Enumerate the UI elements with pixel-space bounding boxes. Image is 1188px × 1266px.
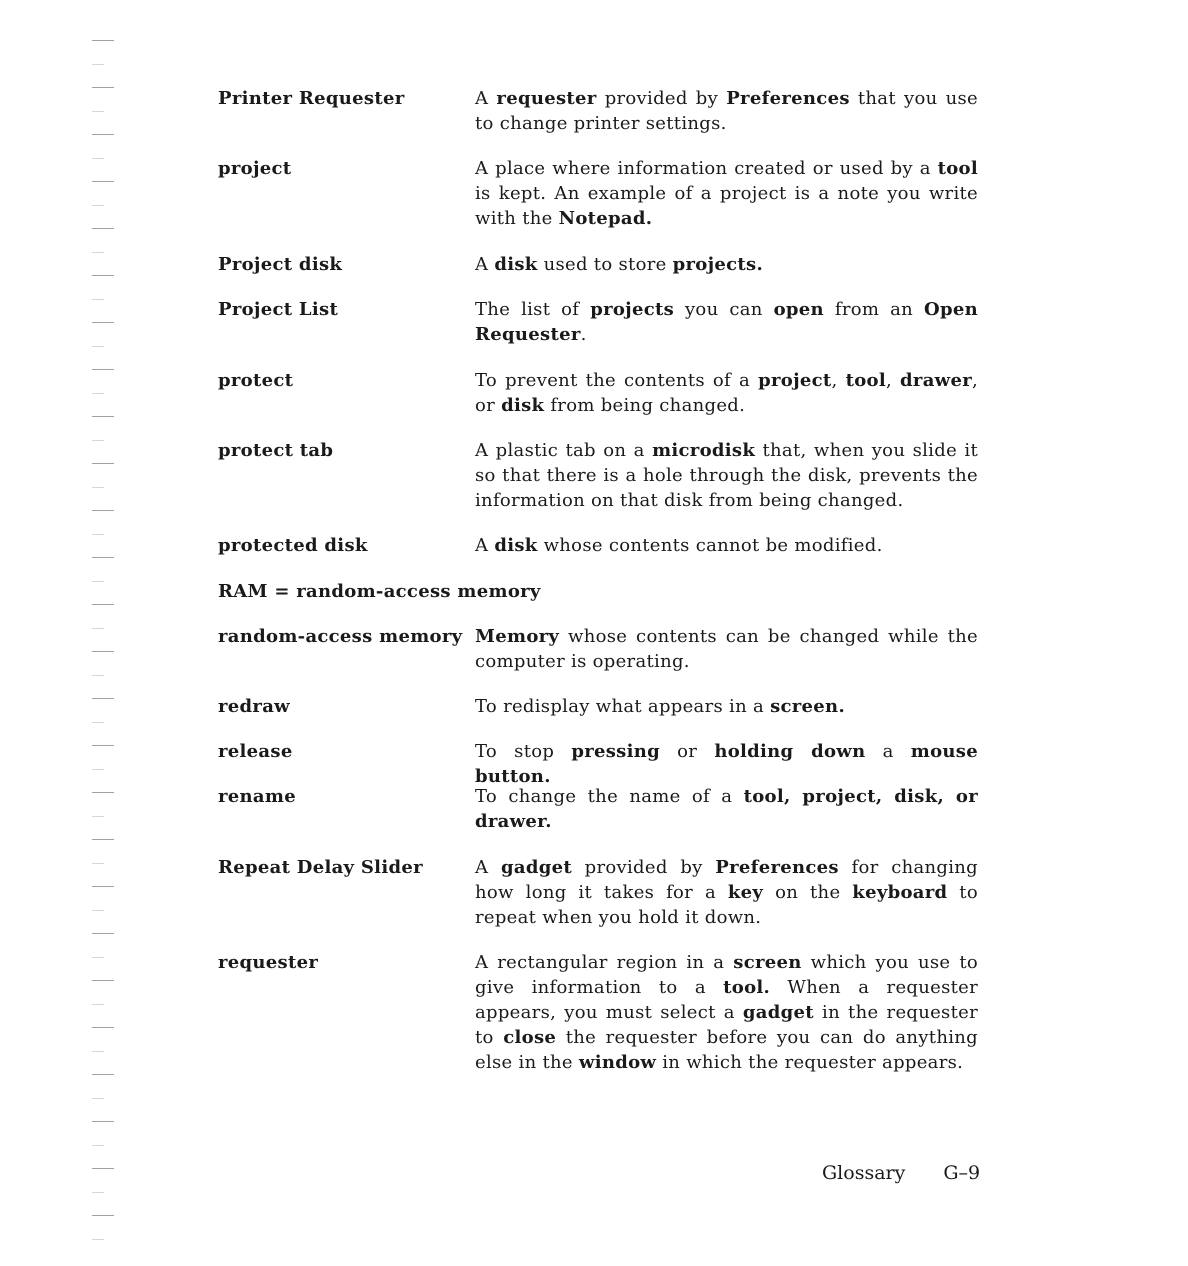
margin-mark bbox=[92, 557, 114, 558]
glossary-crossref: key bbox=[727, 882, 764, 903]
definition-text: , or bbox=[475, 370, 979, 416]
glossary-term: random-access memory bbox=[218, 626, 463, 647]
margin-mark bbox=[92, 534, 104, 535]
margin-mark bbox=[92, 1215, 114, 1216]
margin-mark bbox=[92, 40, 114, 41]
margin-binding-marks bbox=[88, 30, 118, 1260]
margin-mark bbox=[92, 1192, 104, 1193]
margin-mark bbox=[92, 228, 114, 229]
glossary-term: project bbox=[218, 158, 292, 179]
glossary-definition bbox=[475, 297, 978, 347]
definition-text: whose contents can be changed while the computer is operating. bbox=[475, 626, 978, 672]
glossary-definition bbox=[475, 533, 978, 558]
definition-text: A bbox=[475, 254, 495, 275]
definition-text: for changing how long it takes for a bbox=[475, 857, 978, 903]
glossary-term: Project List bbox=[218, 299, 339, 320]
margin-mark bbox=[92, 299, 104, 300]
margin-mark bbox=[92, 651, 114, 652]
definition-text: to repeat when you hold it down. bbox=[475, 882, 978, 928]
definition-text: A bbox=[475, 535, 495, 556]
glossary-crossref: Preferences bbox=[715, 857, 839, 878]
margin-mark bbox=[92, 487, 104, 488]
definition-text: A place where information created or used by a bbox=[475, 158, 938, 179]
definition-text: , bbox=[831, 370, 846, 391]
glossary-definition bbox=[475, 855, 978, 930]
glossary-crossref: Notepad. bbox=[558, 208, 653, 229]
glossary-crossref: Memory bbox=[475, 626, 560, 647]
definition-text: When a requester appears, you must select a bbox=[475, 977, 978, 1023]
definition-text: , bbox=[885, 370, 901, 391]
glossary-crossref: tool, project, disk, or drawer. bbox=[475, 786, 979, 832]
footer-section-title: Glossary bbox=[822, 1162, 906, 1184]
margin-mark bbox=[92, 1168, 114, 1169]
glossary-crossref: keyboard bbox=[852, 882, 948, 903]
margin-mark bbox=[92, 440, 104, 441]
page-number: G–9 bbox=[943, 1162, 981, 1184]
definition-text: provided by bbox=[596, 88, 727, 109]
margin-mark bbox=[92, 1121, 114, 1122]
glossary-crossref: pressing bbox=[571, 741, 661, 762]
glossary-crossref: projects. bbox=[672, 254, 764, 275]
definition-text: the requester before you can do anything else in the bbox=[475, 1027, 978, 1073]
glossary-crossref: projects bbox=[590, 299, 675, 320]
definition-text: used to store bbox=[537, 254, 673, 275]
margin-mark bbox=[92, 275, 114, 276]
glossary-term: RAM = random-access memory bbox=[218, 581, 541, 602]
definition-text: whose contents cannot be modified. bbox=[537, 535, 883, 556]
margin-mark bbox=[92, 369, 114, 370]
glossary-term: redraw bbox=[218, 696, 290, 717]
margin-mark bbox=[92, 87, 114, 88]
glossary-crossref: window bbox=[578, 1052, 657, 1073]
glossary-term: release bbox=[218, 741, 293, 762]
margin-mark bbox=[92, 722, 104, 723]
glossary-definition bbox=[475, 252, 978, 277]
glossary-crossref: disk bbox=[501, 395, 545, 416]
margin-mark bbox=[92, 1145, 104, 1146]
margin-mark bbox=[92, 957, 104, 958]
glossary-crossref: Preferences bbox=[726, 88, 850, 109]
glossary-crossref: disk bbox=[494, 535, 538, 556]
glossary-crossref: mouse button. bbox=[475, 741, 978, 787]
margin-mark bbox=[92, 581, 104, 582]
margin-mark bbox=[92, 322, 114, 323]
glossary-term: protect tab bbox=[218, 440, 334, 461]
margin-mark bbox=[92, 1239, 104, 1240]
glossary-crossref: holding down bbox=[714, 741, 866, 762]
definition-text: from an bbox=[823, 299, 924, 320]
margin-mark bbox=[92, 628, 104, 629]
margin-mark bbox=[92, 816, 104, 817]
glossary-crossref: gadget bbox=[742, 1002, 814, 1023]
definition-text: from being changed. bbox=[544, 395, 746, 416]
definition-text: a bbox=[865, 741, 911, 762]
glossary-term: protect bbox=[218, 370, 294, 391]
margin-mark bbox=[92, 1051, 104, 1052]
glossary-term: protected disk bbox=[218, 535, 368, 556]
glossary-definition bbox=[475, 624, 978, 674]
definition-text: . bbox=[580, 324, 587, 345]
margin-mark bbox=[92, 863, 104, 864]
glossary-term: requester bbox=[218, 952, 319, 973]
margin-mark bbox=[92, 111, 104, 112]
margin-mark bbox=[92, 134, 114, 135]
glossary-crossref: open bbox=[773, 299, 824, 320]
margin-mark bbox=[92, 252, 104, 253]
margin-mark bbox=[92, 463, 114, 464]
margin-mark bbox=[92, 1074, 114, 1075]
glossary-crossref: requester bbox=[496, 88, 597, 109]
margin-mark bbox=[92, 510, 114, 511]
glossary-term: Repeat Delay Slider bbox=[218, 857, 423, 878]
glossary-crossref: disk bbox=[494, 254, 538, 275]
glossary-crossref: microdisk bbox=[652, 440, 756, 461]
page-footer bbox=[822, 1160, 980, 1186]
definition-text: A plastic tab on a bbox=[475, 440, 653, 461]
glossary-crossref: tool. bbox=[723, 977, 771, 998]
margin-mark bbox=[92, 980, 114, 981]
glossary-definition bbox=[475, 694, 978, 719]
margin-mark bbox=[92, 675, 104, 676]
margin-mark bbox=[92, 393, 104, 394]
glossary-term: rename bbox=[218, 786, 296, 807]
margin-mark bbox=[92, 1004, 104, 1005]
definition-text: that you use to change printer settings. bbox=[475, 88, 978, 134]
definition-text: The list of bbox=[475, 299, 591, 320]
glossary-crossref: screen bbox=[733, 952, 802, 973]
glossary-crossref: gadget bbox=[500, 857, 572, 878]
glossary-crossref: project bbox=[758, 370, 832, 391]
glossary-crossref: tool bbox=[937, 158, 978, 179]
glossary-definition bbox=[475, 156, 978, 231]
definition-text: A bbox=[475, 88, 497, 109]
definition-text: To change the name of a bbox=[475, 786, 744, 807]
definition-text: in the requester to bbox=[475, 1002, 978, 1048]
margin-mark bbox=[92, 158, 104, 159]
definition-text: you can bbox=[674, 299, 774, 320]
margin-mark bbox=[92, 792, 114, 793]
definition-text: provided by bbox=[571, 857, 716, 878]
definition-text: on the bbox=[763, 882, 853, 903]
glossary-crossref: Open Requester bbox=[475, 299, 978, 345]
glossary-definition bbox=[475, 784, 978, 834]
margin-mark bbox=[92, 769, 104, 770]
margin-mark bbox=[92, 416, 114, 417]
definition-text: A rectangular region in a bbox=[475, 952, 734, 973]
margin-mark bbox=[92, 205, 104, 206]
margin-mark bbox=[92, 745, 114, 746]
glossary-crossref: drawer bbox=[900, 370, 972, 391]
margin-mark bbox=[92, 1027, 114, 1028]
margin-mark bbox=[92, 933, 114, 934]
definition-text: To prevent the contents of a bbox=[475, 370, 759, 391]
glossary-definition bbox=[475, 438, 978, 513]
glossary-definition bbox=[475, 86, 978, 136]
glossary-definition bbox=[475, 368, 978, 418]
glossary-crossref: screen. bbox=[770, 696, 846, 717]
glossary-definition bbox=[475, 739, 978, 789]
margin-mark bbox=[92, 839, 114, 840]
margin-mark bbox=[92, 346, 104, 347]
definition-text: in which the requester appears. bbox=[656, 1052, 964, 1073]
glossary-term: Project disk bbox=[218, 254, 343, 275]
margin-mark bbox=[92, 604, 114, 605]
margin-mark bbox=[92, 1098, 104, 1099]
glossary-term: Printer Requester bbox=[218, 88, 405, 109]
glossary-crossref: tool bbox=[845, 370, 886, 391]
glossary-crossref: close bbox=[503, 1027, 557, 1048]
margin-mark bbox=[92, 910, 104, 911]
definition-text: or bbox=[660, 741, 715, 762]
definition-text: To stop bbox=[475, 741, 572, 762]
definition-text: which you use to give information to a bbox=[475, 952, 978, 998]
definition-text: To redisplay what appears in a bbox=[475, 696, 771, 717]
margin-mark bbox=[92, 64, 104, 65]
margin-mark bbox=[92, 698, 114, 699]
definition-text: that, when you slide it so that there is a hole through the disk, prevents the information on that disk from being changed. bbox=[475, 440, 978, 511]
glossary-definition bbox=[475, 950, 978, 1075]
definition-text: A bbox=[475, 857, 501, 878]
definition-text: is kept. An example of a project is a note you write with the bbox=[475, 183, 978, 229]
margin-mark bbox=[92, 181, 114, 182]
margin-mark bbox=[92, 886, 114, 887]
